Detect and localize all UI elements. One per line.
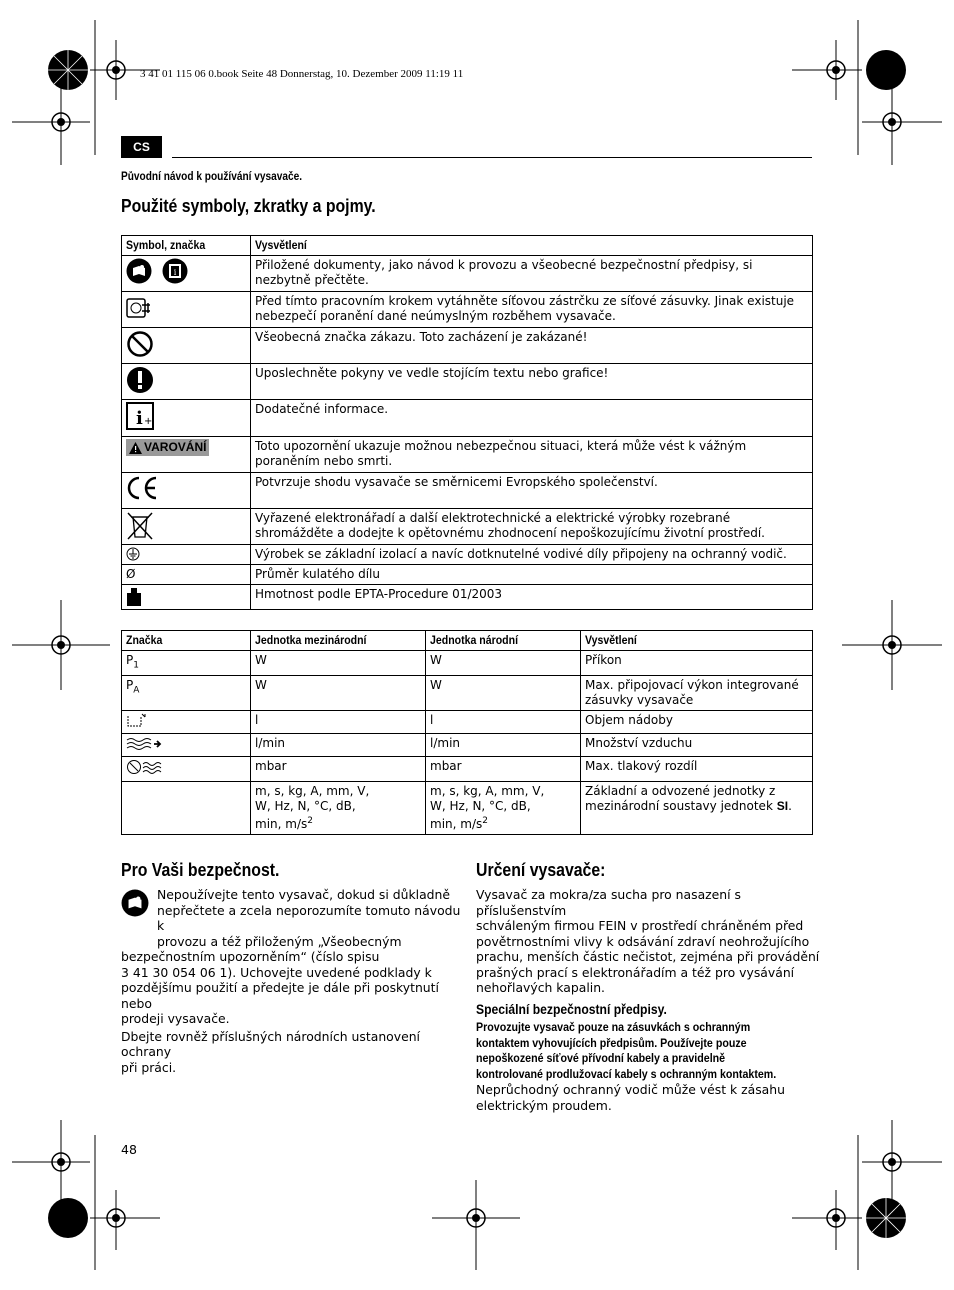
- intl-unit: mbar: [251, 757, 426, 782]
- table-row: [122, 782, 813, 835]
- table-row: [122, 565, 813, 585]
- weight-icon: [126, 587, 142, 607]
- safety-paragraph: Nepoužívejte tento vysavač, dokud si důkladně nepřečtete a zcela neporozumíte tomuto návodu k provozu a též přiloženým „Všeobecným bezpečnostním upozorněním“ (číslo spisu 3 41 30 054 06 1). Uchovejte uvedené podklady k pozdějšímu použití a předejte je dále při poskytnutí nebo prodeji vysavače. Dbejte rovněž příslušných národních ustanovení ochrany při práci.: [121, 887, 461, 1075]
- row-text: Potvrzuje shodu vysavače se směrnicemi Evropského společenství.: [251, 473, 813, 509]
- table-row: [122, 328, 813, 364]
- document-subtitle: Původní návod k používání vysavače.: [121, 171, 303, 183]
- explanation: Max. tlakový rozdíl: [581, 757, 813, 782]
- warning-label: [126, 439, 209, 456]
- language-badge: CS: [121, 136, 162, 158]
- safety-section: [121, 860, 461, 1075]
- table-header-row: [122, 236, 813, 256]
- special-safety-heading: Speciální bezpečnostní předpisy.: [476, 1001, 667, 1017]
- svg-text:i: i: [173, 268, 177, 277]
- row-text: Průměr kulatého dílu: [251, 565, 813, 585]
- warning-icon: [129, 442, 142, 454]
- explanation: Množství vzduchu: [581, 734, 813, 757]
- table-row: [122, 256, 813, 292]
- svg-text:+: +: [144, 416, 153, 427]
- nat-unit: l/min: [426, 734, 581, 757]
- row-text: Před tímto pracovním krokem vytáhněte síťovou zástrčku ze síťové zásuvky. Jinak existuje nebezpečí poranění dané neúmyslným rozběhem vysavače.: [251, 292, 813, 328]
- weee-bin-icon: [126, 511, 154, 541]
- intl-units-list: m, s, kg, A, mm, V, W, Hz, N, °C, dB, min, $m/s^2$: [251, 782, 426, 835]
- unplug-icon: [126, 294, 154, 322]
- table-row: [122, 676, 813, 711]
- symbol-p: P: [126, 678, 134, 693]
- pressure-icon: [126, 759, 166, 775]
- page-number: 48: [121, 1142, 137, 1157]
- row-text: Dodatečné informace.: [251, 400, 813, 437]
- table-row: [122, 757, 813, 782]
- table-row: [122, 509, 813, 545]
- info-icon: [126, 402, 154, 430]
- manual-book-icon: [162, 258, 188, 284]
- special-safety-note: Neprůchodný ochranný vodič může vést k zásahu elektrickým proudem.: [476, 1082, 785, 1113]
- diameter-symbol: Ø: [122, 565, 251, 585]
- symbols-heading: Použité symboly, zkratky a pojmy.: [121, 196, 376, 216]
- explanation: Objem nádoby: [581, 711, 813, 734]
- safety-heading: Pro Vaši bezpečnost.: [121, 860, 280, 880]
- intl-unit: l: [251, 711, 426, 734]
- row-text: Uposlechněte pokyny ve vedle stojícím textu nebo grafice!: [251, 364, 813, 400]
- units-explanation: Základní a odvozené jednotky z mezinárodní soustavy jednotek SI.: [581, 782, 813, 835]
- row-text: Přiložené dokumenty, jako návod k provozu a všeobecné bezpečnostní předpisy, si nezbytně přečtěte.: [251, 256, 813, 292]
- row-text: Hmotnost podle EPTA-Procedure 01/2003: [251, 585, 813, 610]
- airflow-icon: [126, 736, 164, 750]
- row-text: Výrobek se základní izolací a navíc dotknutelné vodivé díly připojeny na ochranný vodič.: [251, 545, 813, 565]
- table-row: [122, 545, 813, 565]
- symbols-table: [121, 235, 813, 610]
- table-row: [122, 585, 813, 610]
- explanation: Max. připojovací výkon integrované zásuvky vysavače: [581, 676, 813, 711]
- purpose-paragraph: Vysavač za mokra/za sucha pro nasazení s příslušenstvím schváleným firmou FEIN v prostředí chráněném před povětrnostními vlivy k odsávání zdraví neohrožujícího prachu, menších částic nečistot, zejména při provádění prašných prací s elektronářadím a též pro vysávání nehořlavých kapalin.: [476, 887, 820, 995]
- read-manual-icon: [126, 258, 152, 284]
- intl-unit: l/min: [251, 734, 426, 757]
- purpose-heading: Určení vysavače:: [476, 860, 606, 880]
- table-header-row: [122, 631, 813, 651]
- ground-icon: [126, 547, 140, 561]
- nat-unit: mbar: [426, 757, 581, 782]
- nat-unit: W: [426, 676, 581, 711]
- symbol-p: P: [126, 653, 134, 667]
- column-header-nat-unit: Jednotka národní: [430, 633, 519, 647]
- table-row: [122, 711, 813, 734]
- container-icon: [126, 713, 148, 727]
- column-header-explanation: Vysvětlení: [585, 633, 637, 647]
- table-row: [122, 364, 813, 400]
- intl-unit: W: [251, 676, 426, 711]
- purpose-section: [476, 860, 821, 1113]
- table-row: [122, 292, 813, 328]
- warning-label-text: VAROVÁNÍ: [144, 440, 207, 454]
- row-text: Všeobecná značka zákazu. Toto zacházení je zakázané!: [251, 328, 813, 364]
- column-header-mark: Značka: [126, 633, 163, 647]
- prohibition-icon: [126, 330, 154, 358]
- table-row: [122, 437, 813, 473]
- table-row: [122, 734, 813, 757]
- symbol-sub: A: [133, 685, 140, 696]
- table-row: [122, 651, 813, 676]
- nat-units-list: m, s, kg, A, mm, V, W, Hz, N, °C, dB, min, $m/s^2$: [426, 782, 581, 835]
- read-manual-icon: [121, 889, 149, 917]
- column-header-intl-unit: Jednotka mezinárodní: [255, 633, 367, 647]
- print-header-line: 3 41 01 115 06 0.book Seite 48 Donnerstag, 10. Dezember 2009 11:19 11: [140, 68, 464, 80]
- exclamation-icon: [126, 366, 154, 394]
- column-header-symbol: Symbol, značka: [126, 238, 206, 252]
- symbol-sub: 1: [133, 660, 139, 671]
- column-header-explanation: Vysvětlení: [255, 238, 307, 252]
- nat-unit: l: [426, 711, 581, 734]
- units-table: [121, 630, 813, 835]
- intl-unit: W: [251, 651, 426, 676]
- svg-text:i: i: [136, 408, 143, 429]
- table-row: [122, 473, 813, 509]
- row-text: Vyřazené elektronářadí a další elektrotechnické a elektrické výrobky rozebrané shromážděte a dodejte k opětovnému zhodnocení nepoškozujícímu životní prostředí.: [251, 509, 813, 545]
- header-rule: [172, 157, 812, 158]
- table-row: [122, 400, 813, 437]
- nat-unit: W: [426, 651, 581, 676]
- special-safety-text: Provozujte vysavač pouze na zásuvkách s ochranným kontaktem vyhovujících předpisům. Používejte pouze nepoškozené síťové přívodní kabely a pravidelně kontrolované prodlužovací kabely s ochranným kontaktem.: [476, 1020, 777, 1081]
- row-text: Toto upozornění ukazuje možnou nebezpečnou situaci, která může vést k vážným poraněním nebo smrti.: [251, 437, 813, 473]
- explanation: Příkon: [581, 651, 813, 676]
- ce-mark-icon: [126, 475, 160, 501]
